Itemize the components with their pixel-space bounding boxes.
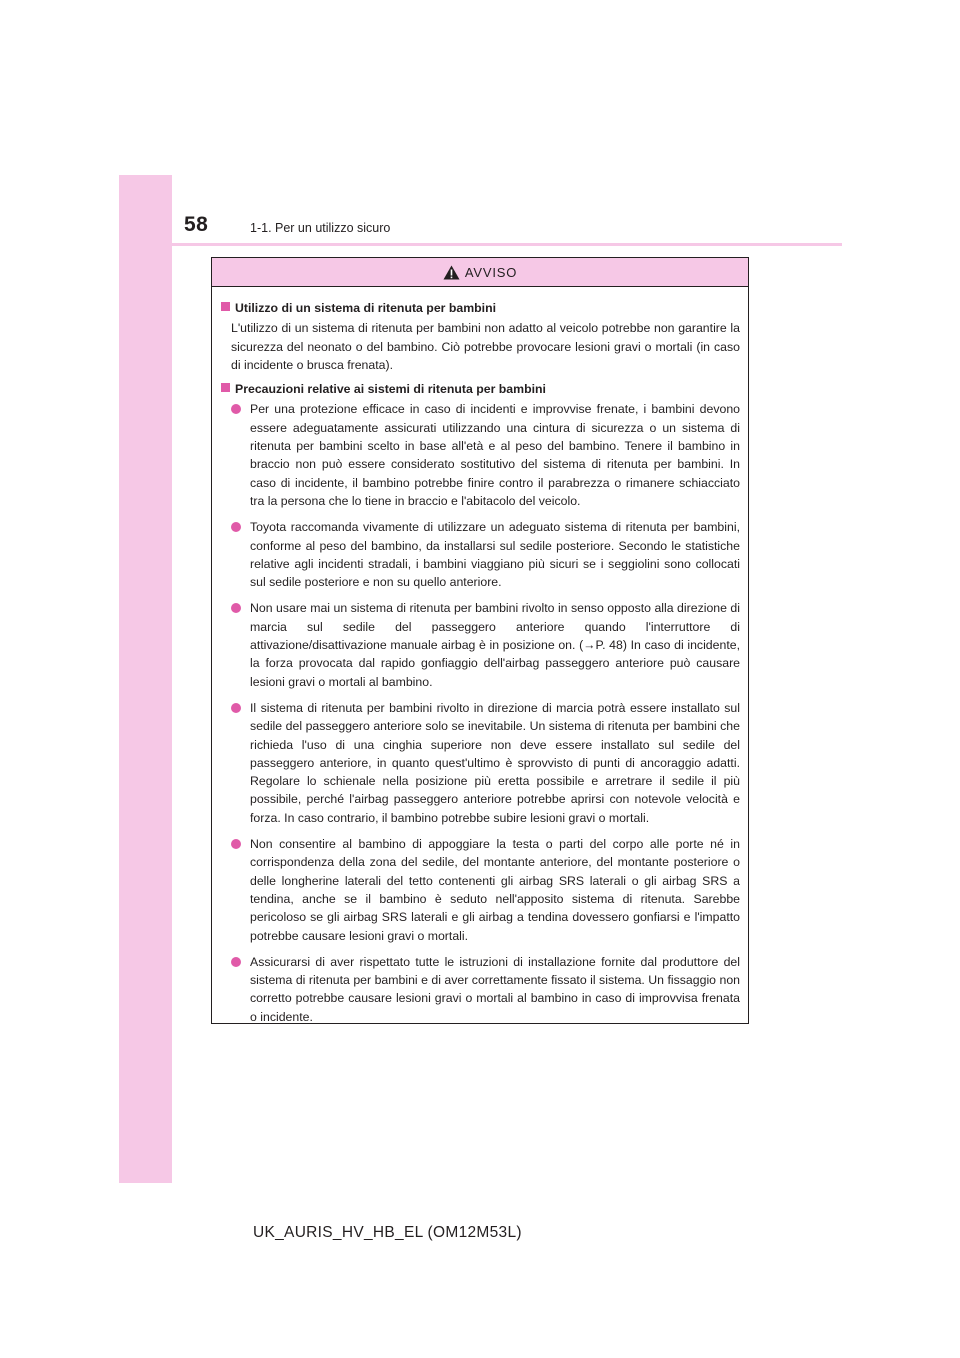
section-heading [221, 299, 740, 317]
list-item-text: Assicurarsi di aver rispettato tutte le istruzioni di installazione fornite dal produttore del sistema di ritenuta per bambini e di aver correttamente fissato il sistema. Un fissaggio non corretto potrebbe causare lesioni gravi o mortali al bambino in caso di improvvisa frenata o incidente. [250, 954, 740, 1024]
list-item-text: Non usare mai un sistema di ritenuta per bambini rivolto in senso opposto alla direzione di marcia sul sedile del passeggero anteriore quando l'interruttore di attivazione/disattivazione manuale airbag è in posizione on. (→P. 48) In caso di incidente, la forza provocata dal rapido gonfiaggio dell'airbag passeggero anteriore può causare lesioni gravi o mortali al bambino. [250, 601, 740, 689]
section-title: 1-1. Per un utilizzo sicuro [250, 221, 391, 235]
side-tab-bar [119, 175, 172, 1183]
square-bullet-icon [221, 302, 230, 311]
list-item [231, 518, 740, 591]
page-number: 58 [184, 213, 209, 236]
list-item-text: Il sistema di ritenuta per bambini rivolto in direzione di marcia potrà essere installato sul sedile del passeggero anteriore solo se inevitabile. Un sistema di ritenuta per bambini che richieda l'uso di una cinghia superiore non deve essere installato sul sedile del passeggero anteriore, in quanto quest'ultimo è sprovvisto di punti di ancoraggio adatti. Regolare lo schienale nella posizione più eretta possibile e arretrare il sedile il più possibile, perché l'airbag passeggero anteriore potrebbe aprirsi con notevole velocità e forza. In caso contrario, il bambino potrebbe subire lesioni gravi o mortali. [250, 700, 740, 825]
round-bullet-icon [231, 603, 241, 613]
warning-title: AVVISO [464, 264, 518, 280]
list-item [231, 953, 740, 1026]
list-item [231, 400, 740, 510]
round-bullet-icon [231, 522, 241, 532]
section-heading [221, 380, 740, 398]
warning-triangle-icon [443, 265, 460, 280]
warning-content [212, 287, 748, 1026]
document-footer-code: UK_AURIS_HV_HB_EL (OM12M53L) [253, 1224, 522, 1241]
square-bullet-icon [221, 383, 230, 392]
header-rule [119, 243, 842, 246]
list-item-text: Toyota raccomanda vivamente di utilizzare un adeguato sistema di ritenuta per bambini, conforme al peso del bambino, da installarsi sul sedile posteriore. Secondo le statistiche relative agli incidenti stradali, i bambini viaggiano più sicuri se i seggiolini sono collocati sul sedile posteriore e non su quello anteriore. [250, 520, 740, 590]
list-item [231, 699, 740, 827]
list-item [231, 835, 740, 945]
round-bullet-icon [231, 839, 241, 849]
warning-header [212, 258, 748, 287]
warning-box [211, 257, 749, 1024]
section-heading-text: Utilizzo di un sistema di ritenuta per bambini [235, 301, 496, 315]
section-heading-text: Precauzioni relative ai sistemi di ritenuta per bambini [235, 382, 546, 397]
list-item-text: Non consentire al bambino di appoggiare la testa o parti del corpo alle porte né in corrispondenza della zona del sedile, del montante anteriore, del montante posteriore o delle longherine laterali del tetto contenenti gli airbag SRS laterali o gli airbag SRS a tendina, anche se il bambino è seduto nell'apposito sistema di ritenuta. Sarebbe pericoloso se gli airbag SRS laterali e gli airbag a tendina dovessero gonfiarsi e l'impatto potrebbe causare lesioni gravi o mortali. [250, 837, 740, 943]
section-paragraph: L'utilizzo di un sistema di ritenuta per bambini non adatto al veicolo potrebbe non garantire la sicurezza del neonato o del bambino. Ciò potrebbe provocare lesioni gravi o mortali (in caso di incidente o brusca frenata). [231, 321, 740, 372]
list-item [231, 599, 740, 690]
list-item-text: Per una protezione efficace in caso di incidenti e improvvise frenate, i bambini devono essere adeguatamente assicurati utilizzando una cintura di sicurezza o un sistema di ritenuta per bambini scelto in base all'età e al peso del bambino. Tenere il bambino in braccio non può essere considerato sostitutivo del sistema di ritenuta per bambini. In caso di incidente, il bambino potrebbe finire contro il parabrezza o rimanere schiacciato tra la persona che lo tiene in braccio e l'abitacolo del veicolo. [250, 402, 740, 508]
round-bullet-icon [231, 404, 241, 414]
round-bullet-icon [231, 703, 241, 713]
round-bullet-icon [231, 957, 241, 967]
